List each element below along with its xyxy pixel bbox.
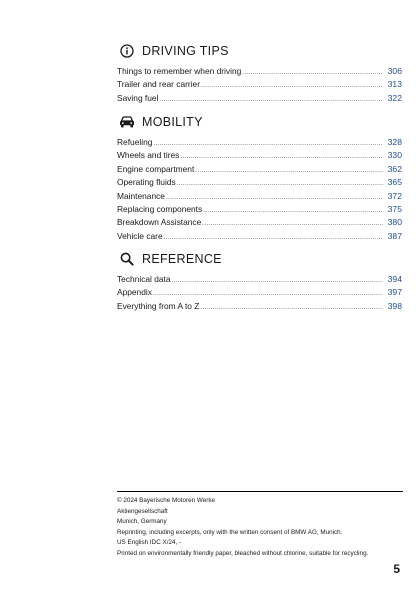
section-reference xyxy=(117,249,402,313)
toc-entry-page-link[interactable]: 398 xyxy=(387,300,402,311)
toc-entry-label: Engine compartment xyxy=(117,163,195,174)
toc-entry-label: Refueling xyxy=(117,137,153,147)
dot-leader xyxy=(153,138,383,151)
toc-entry[interactable] xyxy=(117,92,402,105)
section-header xyxy=(117,41,402,61)
toc-entry-label: Things to remember when driving xyxy=(117,66,242,76)
section-title: MOBILITY xyxy=(142,115,203,129)
toc-entry-label: Trailer and rear carrier xyxy=(117,79,200,90)
toc-entry-page-link[interactable]: 397 xyxy=(387,287,402,298)
car-icon xyxy=(119,114,135,130)
footer-line: © 2024 Bayerische Motoren Werke xyxy=(117,497,215,504)
dot-leader xyxy=(201,80,383,93)
section-title: DRIVING TIPS xyxy=(142,44,229,58)
toc-list xyxy=(117,136,402,243)
toc-entry[interactable] xyxy=(117,176,402,189)
toc-entry[interactable] xyxy=(117,300,402,313)
toc-entry[interactable] xyxy=(117,286,402,299)
search-icon xyxy=(119,251,135,267)
toc-entry-page-link[interactable]: 328 xyxy=(387,137,402,147)
footer-line: Aktiengesellschaft xyxy=(117,507,168,515)
section-mobility xyxy=(117,112,402,243)
toc-entry-page-link[interactable]: 306 xyxy=(387,66,402,76)
dot-leader xyxy=(177,178,383,191)
toc-entry[interactable] xyxy=(117,230,402,243)
toc-entry[interactable] xyxy=(117,163,402,176)
toc-entry-label: Maintenance xyxy=(117,190,165,201)
toc-entry-page-link[interactable]: 313 xyxy=(387,79,402,90)
dot-leader xyxy=(172,275,383,288)
toc-entry-label: Breakdown Assistance xyxy=(117,217,202,228)
toc-entry-label: Saving fuel xyxy=(117,92,159,103)
toc-entry[interactable] xyxy=(117,149,402,162)
dot-leader xyxy=(242,67,383,80)
toc-entry[interactable] xyxy=(117,273,402,286)
toc-entry[interactable] xyxy=(117,65,402,78)
dot-leader xyxy=(180,151,383,164)
toc-entry-page-link[interactable]: 394 xyxy=(387,274,402,284)
toc-entry-label: Appendix xyxy=(117,287,152,298)
toc-entry[interactable] xyxy=(117,78,402,91)
footer-line: Printed on environmentally friendly paper, bleached without chlorine, suitable for recycling. xyxy=(117,549,369,557)
dot-leader xyxy=(203,205,383,218)
copyright-footer xyxy=(117,491,403,560)
toc-entry-label: Operating fluids xyxy=(117,177,176,188)
toc-entry-label: Vehicle care xyxy=(117,230,163,241)
section-driving-tips xyxy=(117,41,402,105)
toc-entry-page-link[interactable]: 365 xyxy=(387,177,402,188)
toc-list xyxy=(117,273,402,313)
toc-entry-page-link[interactable]: 387 xyxy=(387,230,402,241)
section-title: REFERENCE xyxy=(142,252,222,266)
toc-entry-page-link[interactable]: 330 xyxy=(387,150,402,161)
toc-entry-label: Everything from A to Z xyxy=(117,300,200,311)
footer-line: US English IDC X/24, - xyxy=(117,539,182,547)
toc-entry[interactable] xyxy=(117,216,402,229)
toc-entry-label: Replacing components xyxy=(117,203,203,214)
footer-line: Reprinting, including excerpts, only with the written consent of BMW AG, Munich. xyxy=(117,528,343,536)
dot-leader xyxy=(202,218,383,231)
dot-leader xyxy=(159,94,383,107)
toc-entry-page-link[interactable]: 372 xyxy=(387,190,402,201)
dot-leader xyxy=(195,165,383,178)
toc-list xyxy=(117,65,402,105)
dot-leader xyxy=(200,302,383,315)
toc-entry-page-link[interactable]: 362 xyxy=(387,163,402,174)
section-header xyxy=(117,249,402,269)
toc-entry-page-link[interactable]: 322 xyxy=(387,92,402,103)
info-circle-icon xyxy=(119,43,135,59)
page-number: 5 xyxy=(393,562,400,576)
toc-entry-page-link[interactable]: 380 xyxy=(387,217,402,228)
footer-line: Munich, Germany xyxy=(117,518,167,526)
toc-entry-page-link[interactable]: 375 xyxy=(387,203,402,214)
section-header xyxy=(117,112,402,132)
toc-entry[interactable] xyxy=(117,203,402,216)
toc-entry[interactable] xyxy=(117,136,402,149)
dot-leader xyxy=(164,232,383,245)
toc-entry-label: Wheels and tires xyxy=(117,150,180,161)
toc-entry[interactable] xyxy=(117,190,402,203)
toc-entry-label: Technical data xyxy=(117,274,171,284)
